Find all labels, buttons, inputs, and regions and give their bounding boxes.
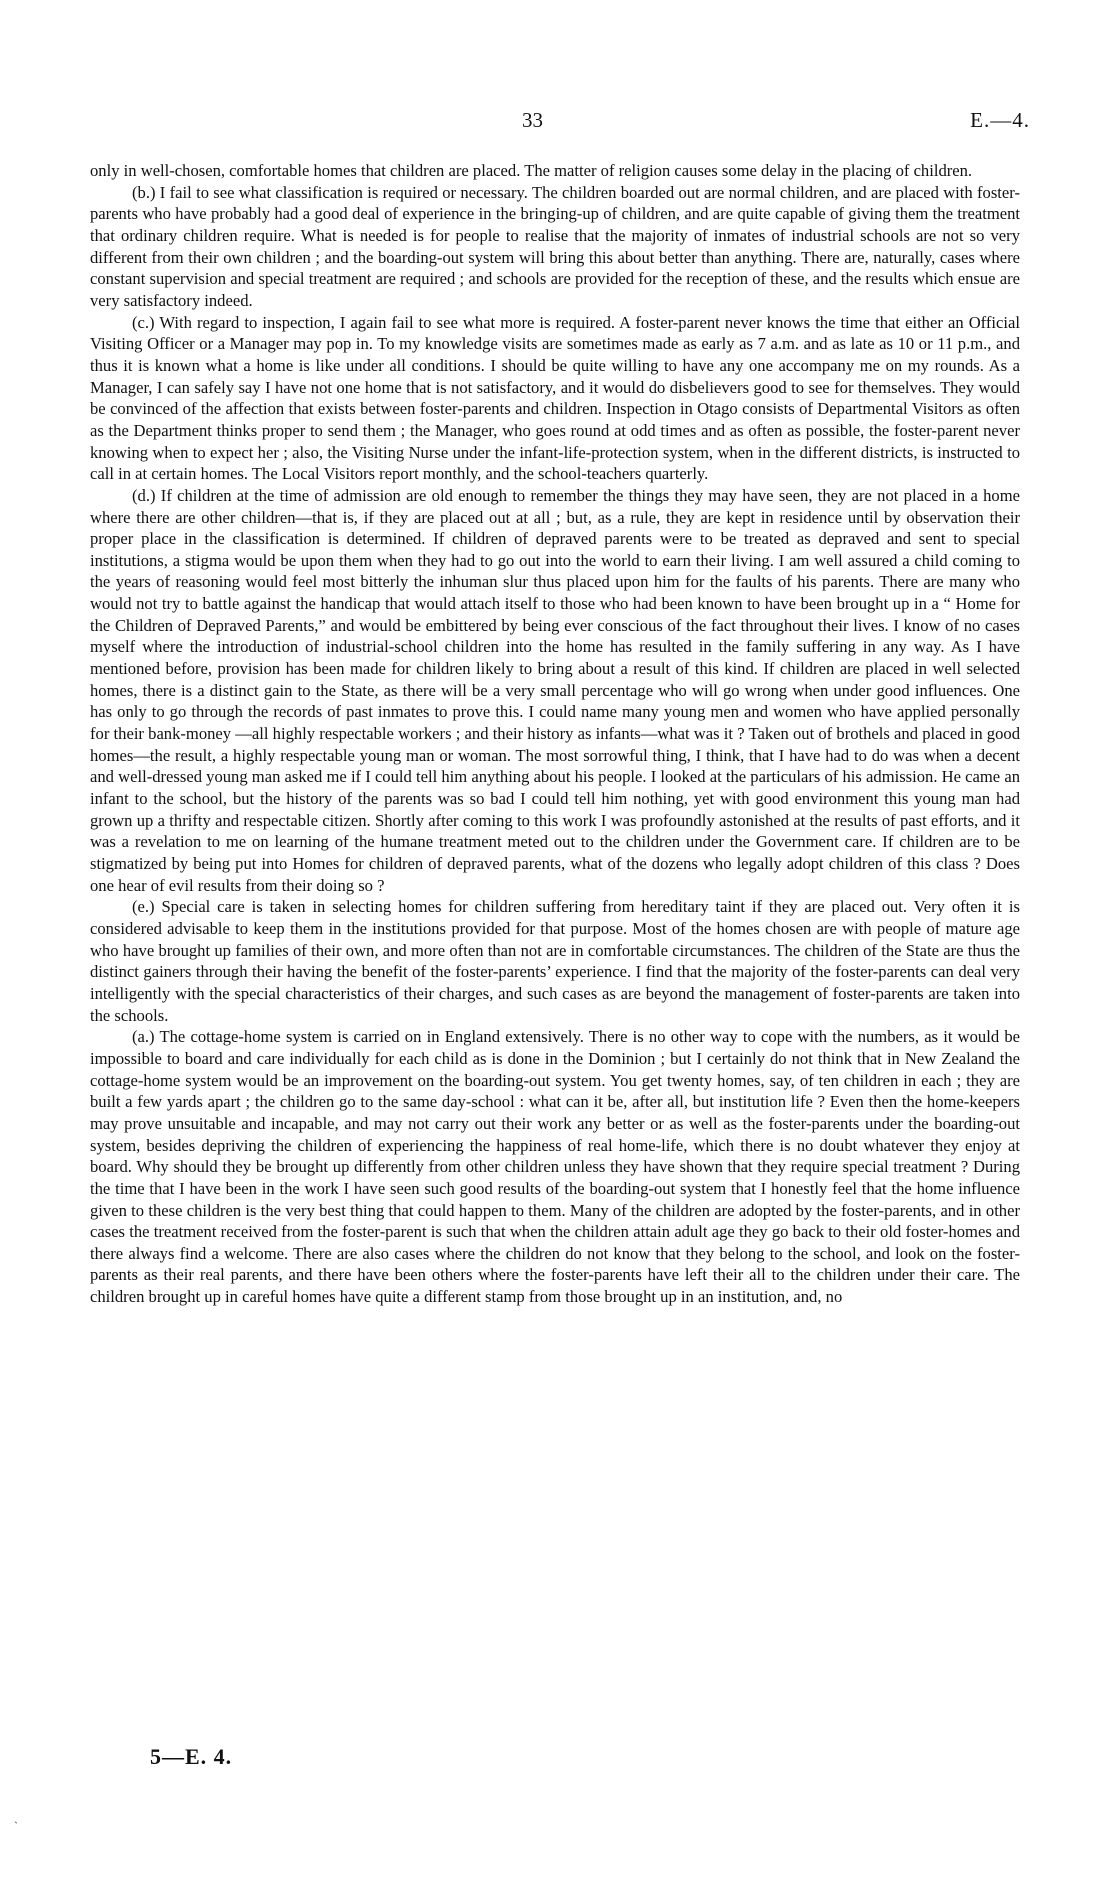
- document-reference: E.—4.: [970, 108, 1030, 132]
- paragraph-c-inspection: (c.) With regard to inspection, I again fail to see what more is required. A foster-parent never knows the time that either an Official Visiting Officer or a Manager may pop in. To my knowledge visits are sometimes made as early as 7 a.m. and as late as 10 or 11 p.m., and thus it is known what a home is like under all conditions. I should be quite willing to have any one accompany me on my rounds. As a Manager, I can safely say I have not one home that is not satisfactory, and it would do disbelievers good to see for themselves. They would be convinced of the affection that exists between foster-parents and children. Inspection in Otago consists of Departmental Visitors as often as the Department thinks proper to send them ; the Manager, who goes round at odd times and as often as possible, the foster-parent never knowing when to expect her ; also, the Visiting Nurse under the infant-life-protection system, when in the different districts, is instructed to call in at certain homes. The Local Visitors report monthly, and the school-teachers quarterly.: [90, 312, 1020, 484]
- paragraph-a-cottage-home: (a.) The cottage-home system is carried on in England extensively. There is no other way to cope with the numbers, as it would be impossible to board and care individually for each child as is done in the Dominion ; but I certainly do not think that in New Zealand the cottage-home system would be an improvement on the boarding-out system. You get twenty homes, say, of ten children in each ; they are built a few yards apart ; the children go to the same day-school : what can it be, after all, but institution life ? Even then the home-keepers may prove unsuitable and incapable, and may not carry out their work any better or as well as the foster-parents under the boarding-out system, besides depriving the children of experiencing the happiness of real home-life, which there is no doubt whatever they enjoy at board. Why should they be brought up differently from other children unless they have shown that they require special treatment ? During the time that I have been in the work I have seen such good results of the boarding-out system that I honestly feel that the home influence given to these children is the very best thing that could happen to them. Many of the children are adopted by the foster-parents, and in other cases the treatment received from the foster-parent is such that when the children attain adult age they go back to their old foster-homes and there always find a welcome. There are also cases where the children do not know that they belong to the school, and look on the foster-parents as their real parents, and there have been others where the foster-parents have left their all to the children under their care. The children brought up in careful homes have quite a different stamp from those brought up in an institution, and, no: [90, 1027, 1020, 1307]
- sheet-signature: 5—E. 4.: [150, 1744, 233, 1769]
- paragraph-continuation: only in well-chosen, comfortable homes that children are placed. The matter of religion causes some delay in the placing of children.: [90, 161, 973, 180]
- paragraph-d-depraved-parents: (d.) If children at the time of admission are old enough to remember the things they may have seen, they are not placed in a home where there are other children—that is, if they are placed out at all ; but, as a rule, they are kept in residence until by observation their proper place in the classification is determined. If children of depraved parents were to be treated as depraved and sent to special institutions, a stigma would be upon them when they had to go out into the world to earn their living. I am well assured a child coming to the years of reasoning would feel most bitterly the inhuman slur thus placed upon him for the faults of his parents. There are many who would not try to battle against the handicap that would attach itself to those who had been known to have been brought up in a “ Home for the Children of Depraved Parents,” and would be embittered by being ever conscious of the fact throughout their lives. I know of no cases myself where the introduction of industrial-school children into the home has resulted in the family suffering in any way. As I have mentioned before, provision has been made for children likely to bring about a result of this kind. If children are placed in well selected homes, there is a distinct gain to the State, as there will be a very small percentage who will go wrong when under good influences. One has only to go through the records of past inmates to prove this. I could name many young men and women who have applied personally for their bank-money —all highly respectable workers ; and their history as infants—what was it ? Taken out of brothels and placed in good homes—the result, a highly respectable young man or woman. The most sorrowful thing, I think, that I have had to do was when a decent and well-dressed young man asked me if I could tell him anything about his people. I looked at the particulars of his admission. He came an infant to the school, but the history of the parents was so bad I could tell him nothing, yet with good environment this young man had grown up a thrifty and respectable citizen. Shortly after coming to this work I was profoundly astonished at the results of past efforts, and it was a revelation to me on learning of the humane treatment meted out to the children under the Government care. If children are to be stigmatized by being put into Homes for children of depraved parents, what of the dozens who legally adopt children of this class ? Does one hear of evil results from their doing so ?: [90, 485, 1020, 895]
- page-number: 33: [522, 108, 543, 132]
- paragraph-b-classification: (b.) I fail to see what classification is required or necessary. The children boarded out are normal children, and are placed with foster-parents who have probably had a good deal of experience in the bringing-up of children, and are quite capable of giving them the treatment that ordinary children require. What is needed is for people to realise that the majority of inmates of industrial schools are not so very different from their own children ; and the boarding-out system will bring this about better than anything. There are, naturally, cases where constant supervision and special treatment are required ; and schools are provided for the reception of these, and the results which ensue are very satisfactory indeed.: [90, 182, 1020, 310]
- paragraph-e-hereditary-taint: (e.) Special care is taken in selecting homes for children suffering from hereditary taint if they are placed out. Very often it is considered advisable to keep them in the institutions provided for that purpose. Most of the homes chosen are with people of mature age who have brought up families of their own, and more often than not are in comfortable circumstances. The children of the State are thus the distinct gainers through their having the benefit of the foster-parents’ experience. I find that the majority of the foster-parents can deal very intelligently with the special characteristics of their charges, and such cases as are beyond the management of foster-parents are taken into the schools.: [90, 897, 1020, 1025]
- corner-mark: `: [14, 1819, 18, 1833]
- page-header: [0, 108, 1114, 138]
- body-text: [90, 160, 1020, 1308]
